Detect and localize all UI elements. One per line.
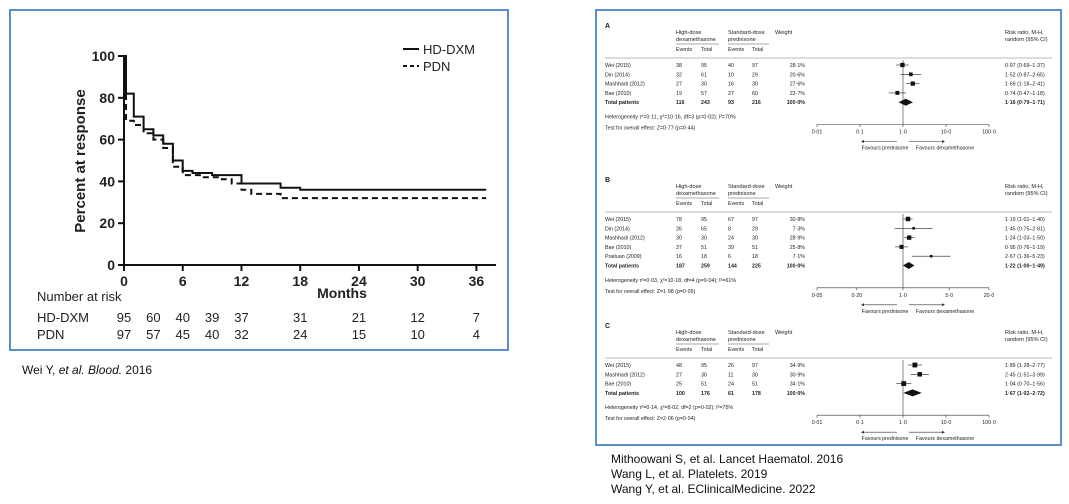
heterogeneity-text: Heterogeneity τ²=0·11, χ²=10·16, df=3 (p=0·02); I²=70% <box>605 114 736 121</box>
x-tick-label: 30 <box>409 273 426 289</box>
study-name: Mashhadi (2012) <box>605 235 645 242</box>
risk-count: 24 <box>292 327 308 342</box>
favours-left-arrowhead <box>861 431 864 434</box>
point-estimate <box>907 235 911 239</box>
risk-count: 40 <box>175 310 190 325</box>
weight-value: 7·1% <box>792 254 805 261</box>
point-estimate <box>911 81 915 85</box>
total-sd: 97 <box>752 63 758 69</box>
study-name: Wei (2015) <box>605 363 631 369</box>
km-caption-prefix: Wei Y, <box>22 363 59 377</box>
forest-tick-label: 1·0 <box>899 129 907 136</box>
events-hd: 78 <box>676 217 682 223</box>
km-caption <box>22 363 152 378</box>
rr-value: 1·22 (1·00–1·49) <box>1005 263 1045 270</box>
total-sd: 178 <box>752 390 761 397</box>
events-sd: 24 <box>728 235 734 242</box>
events-hd: 25 <box>676 381 682 388</box>
citation-2: Wang L, et al. Platelets. 2019 <box>611 467 768 481</box>
forest-tick-label: 0·20 <box>851 292 863 299</box>
header-events: Events <box>728 347 745 353</box>
favours-right-arrowhead <box>942 431 945 434</box>
total-label: Total patients <box>605 263 640 270</box>
forest-tick-label: 1·0 <box>899 420 907 427</box>
pooled-diamond <box>903 389 921 396</box>
forest-tick-label: 10·0 <box>940 129 952 136</box>
header-total: Total <box>701 347 713 353</box>
x-axis-title: Months <box>317 285 367 301</box>
y-tick-label: 80 <box>99 89 115 106</box>
events-sd: 6 <box>728 254 731 261</box>
weight-value: 30·9% <box>789 372 805 379</box>
total-sd: 216 <box>752 100 761 107</box>
events-sd: 10 <box>728 72 734 79</box>
rr-value: 1·19 (1·01–1·40) <box>1005 217 1045 223</box>
total-sd: 29 <box>752 226 758 233</box>
series-line-hd-dxm <box>124 56 486 190</box>
forest-panel-letter: A <box>605 23 611 30</box>
favours-right-label: Favours dexamethasone <box>915 436 975 443</box>
study-name: Mashhadi (2012) <box>605 81 645 88</box>
header-group1: High-dose <box>676 184 702 190</box>
total-sd: 97 <box>752 363 758 369</box>
rr-value: 0·95 (0·76–1·19) <box>1005 244 1045 251</box>
km-caption-suffix: 2016 <box>122 363 153 377</box>
legend-label: HD-DXM <box>423 42 475 57</box>
study-name: Praituan (2009) <box>605 254 642 261</box>
header-group1: High-dose <box>676 330 702 336</box>
header-group2: Standard-dose <box>728 330 765 336</box>
header-events: Events <box>676 47 693 53</box>
study-name: Wei (2015) <box>605 217 631 223</box>
events-hd: 48 <box>676 363 682 369</box>
rr-value: 2·45 (1·51–3·99) <box>1005 372 1045 379</box>
study-name: Bae (2010) <box>605 244 632 251</box>
overall-effect-text: Test for overall effect: Z=0·77 (p=0·44) <box>605 125 696 132</box>
total-sd: 225 <box>752 263 761 270</box>
point-estimate <box>909 72 913 76</box>
total-hd: 95 <box>701 217 707 223</box>
rr-value: 1·16 (0·79–1·71) <box>1005 100 1045 107</box>
total-sd: 60 <box>752 90 758 97</box>
risk-count: 32 <box>234 327 249 342</box>
citation-3: Wang Y, et al. EClinicalMedicine. 2022 <box>611 482 816 496</box>
point-estimate <box>895 91 899 95</box>
weight-value: 100·0% <box>786 100 805 107</box>
total-hd: 30 <box>701 235 707 242</box>
forest-citations <box>611 452 843 497</box>
events-sd: 27 <box>728 90 734 97</box>
weight-value: 100·0% <box>786 263 805 270</box>
y-tick-label: 100 <box>91 48 115 64</box>
favours-left-label: Favours prednisone <box>861 436 909 443</box>
total-label: Total patients <box>605 100 640 107</box>
total-sd: 30 <box>752 235 758 242</box>
forest-tick-label: 1·0 <box>899 292 907 299</box>
header-total: Total <box>752 347 764 353</box>
forest-tick-label: 0·1 <box>856 129 864 136</box>
weight-value: 25·8% <box>789 244 805 251</box>
risk-table-title: Number at risk <box>37 289 122 304</box>
header-events: Events <box>728 201 745 207</box>
weight-value: 100·0% <box>786 390 805 397</box>
favours-right-label: Favours dexamethasone <box>915 308 975 315</box>
forest-tick-label: 100·0 <box>982 129 996 136</box>
events-hd: 27 <box>676 81 682 88</box>
forest-tick-label: 0·01 <box>811 129 823 136</box>
events-hd: 30 <box>676 235 682 242</box>
total-hd: 65 <box>701 226 707 233</box>
y-tick-label: 40 <box>99 173 115 190</box>
events-sd: 144 <box>728 263 737 270</box>
point-estimate <box>899 245 903 249</box>
point-estimate <box>900 63 904 67</box>
favours-left-label: Favours prednisone <box>861 308 909 315</box>
events-hd: 38 <box>676 63 682 69</box>
km-figure-panel <box>9 9 509 351</box>
events-sd: 40 <box>728 63 734 69</box>
forest-panel-letter: B <box>605 177 611 184</box>
header-rr1: Risk ratio, M-H, <box>1005 330 1044 336</box>
rr-value: 0·74 (0·47–1·18) <box>1005 90 1045 97</box>
point-estimate <box>912 363 917 368</box>
total-hd: 57 <box>701 90 707 97</box>
forest-panel-letter: C <box>605 323 611 330</box>
header-group1b: dexamethasone <box>676 337 716 343</box>
events-hd: 16 <box>676 254 682 261</box>
total-sd: 30 <box>752 372 758 379</box>
total-hd: 243 <box>701 100 710 107</box>
risk-count: 40 <box>204 327 220 342</box>
rr-value: 0·97 (0·69–1·37) <box>1005 63 1045 69</box>
total-hd: 30 <box>701 81 707 88</box>
point-estimate <box>906 217 911 222</box>
header-group1b: dexamethasone <box>676 191 716 197</box>
header-group2: Standard-dose <box>728 184 765 190</box>
x-tick-label: 6 <box>178 273 187 289</box>
risk-count: 12 <box>410 310 425 325</box>
weight-value: 34·9% <box>789 363 805 369</box>
risk-count: 95 <box>116 310 132 325</box>
pooled-diamond <box>899 99 913 106</box>
total-hd: 259 <box>701 263 710 270</box>
weight-value: 23·7% <box>789 90 805 97</box>
events-sd: 8 <box>728 226 731 233</box>
favours-left-arrowhead <box>861 303 864 306</box>
total-sd: 29 <box>752 72 758 79</box>
header-weight: Weight <box>775 30 793 36</box>
header-group2b: prednisone <box>728 337 756 343</box>
events-hd: 27 <box>676 372 682 379</box>
header-total: Total <box>701 47 713 53</box>
header-group2b: prednisone <box>728 191 756 197</box>
header-group2: Standard-dose <box>728 30 765 36</box>
rr-value: 1·52 (0·87–2·65) <box>1005 72 1045 79</box>
header-total: Total <box>752 47 764 53</box>
header-rr1: Risk ratio, M-H, <box>1005 30 1044 36</box>
total-sd: 51 <box>752 244 758 251</box>
heterogeneity-text: Heterogeneity τ²=0·03, χ²=10·18, df=4 (p=0·04); I²=61% <box>605 277 737 284</box>
header-total: Total <box>701 201 713 207</box>
total-hd: 30 <box>701 372 707 379</box>
events-hd: 116 <box>676 100 685 107</box>
rr-value: 1·67 (1·02–2·72) <box>1005 390 1045 397</box>
events-sd: 24 <box>728 381 734 388</box>
point-estimate <box>930 255 933 258</box>
events-sd: 16 <box>728 81 734 88</box>
forest-tick-label: 0·05 <box>811 292 823 299</box>
header-group1: High-dose <box>676 30 702 36</box>
rr-value: 1·04 (0·70–1·56) <box>1005 381 1045 388</box>
point-estimate <box>917 372 922 377</box>
forest-figure-panel <box>595 9 1062 446</box>
point-estimate <box>901 381 906 386</box>
weight-value: 20·6% <box>789 72 805 79</box>
study-name: Bae (2010) <box>605 90 632 97</box>
citation-1: Mithoowani S, et al. Lancet Haematol. 2016 <box>611 452 844 466</box>
events-sd: 61 <box>728 390 734 397</box>
risk-count: 15 <box>351 327 367 342</box>
total-hd: 51 <box>701 381 707 388</box>
x-tick-label: 24 <box>351 273 367 289</box>
events-sd: 39 <box>728 244 734 251</box>
favours-right-label: Favours dexamethasone <box>915 145 975 152</box>
pooled-diamond <box>903 262 914 269</box>
header-rr2: random (95% CI) <box>1005 37 1048 43</box>
forest-tick-label: 0·01 <box>811 420 823 427</box>
total-hd: 95 <box>701 63 707 69</box>
study-name: Bae (2010) <box>605 381 632 388</box>
study-name: Wei (2015) <box>605 63 631 69</box>
y-axis-title: Percent at response <box>72 89 89 233</box>
weight-value: 27·6% <box>789 81 805 88</box>
header-rr1: Risk ratio, M-H, <box>1005 184 1044 190</box>
risk-row-label: HD-DXM <box>37 310 89 325</box>
study-name: Din (2014) <box>605 226 630 233</box>
events-sd: 26 <box>728 363 734 369</box>
weight-value: 30·8% <box>789 217 805 223</box>
legend-label: PDN <box>423 59 451 74</box>
x-tick-label: 18 <box>292 273 308 289</box>
total-hd: 95 <box>701 363 707 369</box>
risk-count: 60 <box>146 310 161 325</box>
events-hd: 19 <box>676 90 682 97</box>
x-tick-label: 0 <box>120 273 128 289</box>
weight-value: 34·1% <box>789 381 805 388</box>
overall-effect-text: Test for overall effect: Z=1·98 (p=0·05) <box>605 288 696 295</box>
risk-count: 57 <box>146 327 161 342</box>
risk-count: 7 <box>472 310 481 325</box>
header-weight: Weight <box>775 330 793 336</box>
total-hd: 61 <box>701 72 707 79</box>
weight-value: 7·3% <box>792 226 805 233</box>
events-hd: 37 <box>676 244 682 251</box>
x-tick-label: 36 <box>468 273 485 289</box>
forest-tick-label: 20·0 <box>983 292 995 299</box>
total-sd: 97 <box>752 217 758 223</box>
risk-count: 4 <box>472 327 481 342</box>
rr-value: 2·67 (1·36–5·23) <box>1005 254 1045 261</box>
total-sd: 30 <box>752 81 758 88</box>
header-group1b: dexamethasone <box>676 37 716 43</box>
events-hd: 100 <box>676 390 685 397</box>
overall-effect-text: Test for overall effect: Z=2·06 (p=0·04) <box>605 416 696 423</box>
total-sd: 18 <box>752 254 758 261</box>
forest-tick-label: 100·0 <box>982 420 996 427</box>
study-name: Mashhadi (2012) <box>605 372 645 379</box>
total-hd: 176 <box>701 390 710 397</box>
rr-value: 1·24 (1·03–1·50) <box>1005 235 1045 242</box>
total-label: Total patients <box>605 390 640 397</box>
favours-left-arrowhead <box>861 140 864 143</box>
header-events: Events <box>676 201 693 207</box>
header-events: Events <box>676 347 693 353</box>
favours-right-arrowhead <box>942 140 945 143</box>
heterogeneity-text: Heterogeneity τ²=0·14, χ²=8·02, df=2 (p=0·02); I²=75% <box>605 405 734 412</box>
header-rr2: random (95% CI) <box>1005 337 1048 343</box>
header-group2b: prednisone <box>728 37 756 43</box>
events-sd: 93 <box>728 100 734 107</box>
rr-value: 1·69 (1·18–2·41) <box>1005 81 1045 88</box>
events-hd: 32 <box>676 72 682 79</box>
total-sd: 51 <box>752 381 758 388</box>
risk-count: 10 <box>410 327 425 342</box>
favours-left-label: Favours prednisone <box>861 145 909 152</box>
events-hd: 26 <box>676 226 682 233</box>
total-hd: 51 <box>701 244 707 251</box>
rr-value: 1·89 (1·28–2·77) <box>1005 363 1045 369</box>
header-events: Events <box>728 47 745 53</box>
header-weight: Weight <box>775 184 793 190</box>
forest-tick-label: 5·0 <box>945 292 954 299</box>
forest-tick-label: 10·0 <box>940 420 952 427</box>
favours-right-arrowhead <box>942 303 945 306</box>
x-tick-label: 12 <box>233 273 250 289</box>
risk-count: 21 <box>351 310 367 325</box>
total-hd: 18 <box>701 254 707 261</box>
risk-count: 45 <box>175 327 190 342</box>
point-estimate <box>912 227 915 230</box>
km-chart <box>11 11 507 349</box>
forest-chart <box>597 11 1060 444</box>
y-tick-label: 20 <box>99 215 115 232</box>
weight-value: 28·9% <box>789 235 805 242</box>
header-total: Total <box>752 201 764 207</box>
forest-tick-label: 0·1 <box>856 420 864 427</box>
header-rr2: random (95% CI) <box>1005 191 1048 197</box>
rr-value: 1·45 (0·75–2·81) <box>1005 226 1045 233</box>
risk-count: 37 <box>234 310 249 325</box>
study-name: Din (2014) <box>605 72 630 79</box>
events-sd: 67 <box>728 217 734 223</box>
series-line-pdn <box>124 56 486 198</box>
events-sd: 11 <box>728 372 734 379</box>
events-hd: 187 <box>676 263 685 270</box>
risk-count: 39 <box>204 310 220 325</box>
y-tick-label: 0 <box>107 257 115 273</box>
weight-value: 28·1% <box>789 63 805 69</box>
risk-count: 97 <box>116 327 132 342</box>
y-tick-label: 60 <box>99 131 115 148</box>
risk-count: 31 <box>292 310 308 325</box>
km-caption-italic: et al. Blood. <box>58 363 123 377</box>
risk-row-label: PDN <box>37 327 65 342</box>
